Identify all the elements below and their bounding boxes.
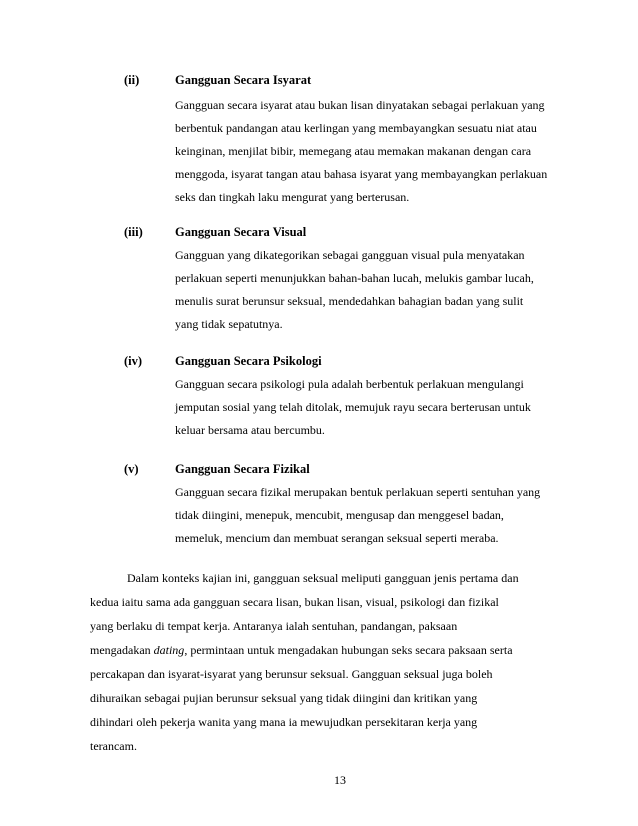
paragraph-line: kedua iaitu sama ada gangguan secara lisan, bukan lisan, visual, psikologi dan fizikal [90,595,499,609]
section-heading: Gangguan Secara Isyarat [175,73,312,87]
section-line: perlakuan seperti menunjukkan bahan-bahan lucah, melukis gambar lucah, [175,271,534,285]
paragraph-line: Dalam konteks kajian ini, gangguan seksual meliputi gangguan jenis pertama dan [127,571,519,585]
section-line: keinginan, menjilat bibir, memegang atau memakan makanan dengan cara [175,144,532,158]
section-numeral: (iii) [124,225,143,239]
section-numeral: (v) [124,462,139,476]
section-line: Gangguan yang dikategorikan sebagai gangguan visual pula menyatakan [175,248,525,262]
section-line: Gangguan secara isyarat atau bukan lisan dinyatakan sebagai perlakuan yang [175,98,545,112]
section-line: yang tidak sepatutnya. [175,317,283,331]
paragraph-line: terancam. [90,739,137,753]
paragraph-line: dihuraikan sebagai pujian berunsur seksual yang tidak diingini dan kritikan yang [90,691,478,705]
section-line: keluar bersama atau bercumbu. [175,423,325,437]
section-heading: Gangguan Secara Psikologi [175,354,322,368]
section-line: tidak diingini, menepuk, mencubit, mengusap dan menggesel badan, [175,508,504,522]
section-line: berbentuk pandangan atau kerlingan yang membayangkan sesuatu niat atau [175,121,537,135]
section-line: Gangguan secara psikologi pula adalah berbentuk perlakuan mengulangi [175,377,524,391]
paragraph-text: mengadakan [90,643,154,657]
section-numeral: (ii) [124,73,140,87]
paragraph-text: , permintaan untuk mengadakan hubungan seks secara paksaan serta [184,643,513,657]
paragraph-line: dihindari oleh pekerja wanita yang mana ia mewujudkan persekitaran kerja yang [90,715,478,729]
section-line: jemputan sosial yang telah ditolak, memujuk rayu secara berterusan untuk [175,400,531,414]
section-numeral: (iv) [124,354,143,368]
section-line: seks dan tingkah laku mengurat yang berterusan. [175,190,410,204]
section-line: menulis surat berunsur seksual, mendedahkan bahagian badan yang sulit [175,294,524,308]
section-line: Gangguan secara fizikal merupakan bentuk perlakuan seperti sentuhan yang [175,485,541,499]
section-line: menggoda, isyarat tangan atau bahasa isyarat yang membayangkan perlakuan [175,167,548,181]
paragraph-line [90,640,513,660]
section-line: memeluk, mencium dan membuat serangan seksual seperti meraba. [175,531,499,545]
page-number: 13 [334,773,346,787]
paragraph-line: percakapan dan isyarat-isyarat yang berunsur seksual. Gangguan seksual juga boleh [90,667,493,681]
section-heading: Gangguan Secara Visual [175,225,307,239]
paragraph-line: yang berlaku di tempat kerja. Antaranya ialah sentuhan, pandangan, paksaan [90,619,458,633]
italic-term: dating [153,643,185,657]
section-heading: Gangguan Secara Fizikal [175,462,310,476]
